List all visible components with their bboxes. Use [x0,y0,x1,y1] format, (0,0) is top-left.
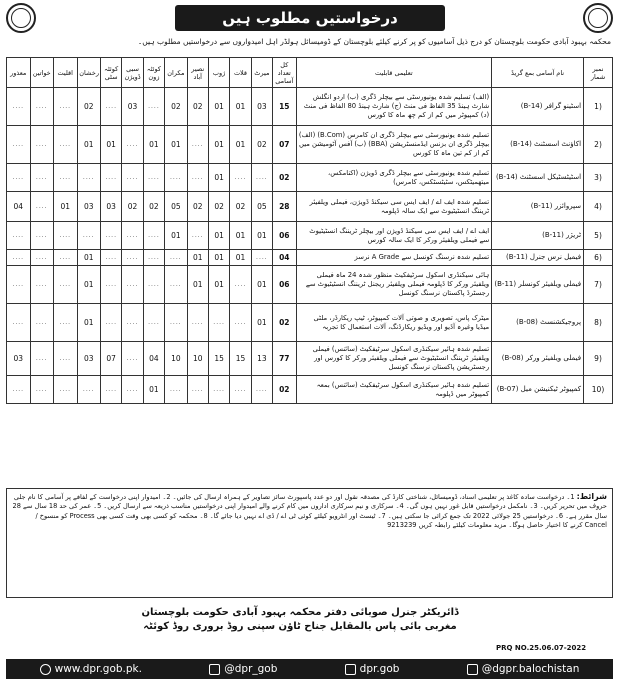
qualification-cell: ہائی سیکنڈری اسکول سرٹیفکیٹ منظور شدہ 24 ماہ فیملی ویلفیئر ورکر کا ڈپلومہ فیملی ویلفیئر ریجنل ٹریننگ انسٹیٹیوٹ سے رجسٹرڈ پاکستان نرسنگ کونسل [296,266,492,304]
empty-cell: .... [7,304,31,342]
table-row [7,304,613,342]
facebook-icon [467,664,478,675]
table-row [7,342,613,376]
instagram-icon [345,664,356,675]
total-posts-cell: 06 [273,266,297,304]
signature-line-1: ڈائریکٹر جنرل صوبائی دفتر محکمہ بہبود آبادی حکومت بلوچستان [141,607,459,618]
empty-cell: .... [77,376,101,404]
serial-cell: 4) [584,192,613,222]
empty-cell: .... [230,164,251,192]
empty-cell: .... [230,304,251,342]
empty-cell: .... [30,192,54,222]
empty-cell: .... [30,222,54,250]
quota-cell: 01 [143,126,164,164]
quota-cell: 01 [208,164,229,192]
quota-cell: 01 [208,266,229,304]
quota-cell: 01 [101,126,122,164]
quota-cell: 01 [187,266,208,304]
quota-cell: 03 [101,192,122,222]
prn-number: PRQ NO.25.06.07-2022 [496,644,587,652]
table-row [7,126,613,164]
quota-cell: 01 [230,250,251,266]
quota-cell: 02 [165,88,187,126]
conditions-section [6,488,613,598]
quota-cell: 03 [77,342,101,376]
signature-line-2: مغربی بائی پاس بالمقابل جناح ٹاؤن سپنی روڈ بروری روڈ کوئٹہ [143,621,457,632]
quota-cell: 03 [251,88,272,126]
empty-cell: .... [143,88,164,126]
quota-cell: 01 [230,126,251,164]
quota-cell: 03 [7,342,31,376]
empty-cell: .... [30,250,54,266]
empty-cell: .... [208,304,229,342]
empty-cell: .... [7,126,31,164]
vacancy-table [6,57,613,404]
quota-cell: 01 [251,304,272,342]
post-name-cell: فیمیل نرس جنرل (B-11) [492,250,584,266]
empty-cell: .... [165,304,187,342]
post-name-cell: فیملی ویلفیئر ورکر (B-08) [492,342,584,376]
empty-cell: .... [30,376,54,404]
empty-cell: .... [187,222,208,250]
empty-cell: .... [7,164,31,192]
empty-cell: .... [54,88,78,126]
footer-twitter[interactable]: @dpr_gob [209,663,277,675]
quota-cell: 01 [165,222,187,250]
empty-cell: .... [54,126,78,164]
quota-cell: 02 [230,192,251,222]
quota-cell: 13 [251,342,272,376]
table-row [7,376,613,404]
empty-cell: .... [101,88,122,126]
empty-cell: .... [165,266,187,304]
quota-cell: 01 [77,304,101,342]
empty-cell: .... [122,126,143,164]
quota-cell: 15 [208,342,229,376]
empty-cell: .... [101,304,122,342]
empty-cell: .... [122,376,143,404]
quota-cell: 01 [77,250,101,266]
empty-cell: .... [165,164,187,192]
empty-cell: .... [7,266,31,304]
empty-cell: .... [251,250,272,266]
quota-cell: 01 [77,266,101,304]
government-logo [6,3,36,33]
empty-cell: .... [54,266,78,304]
empty-cell: .... [143,164,164,192]
quota-cell: 01 [208,88,229,126]
quota-cell: 01 [165,126,187,164]
signature-block [120,606,480,634]
post-name-cell: فیملی ویلفیئر کونسلر (B-11) [492,266,584,304]
qualification-cell: تسلیم شدہ ہائیر سیکنڈری اسکول سرٹیفکیٹ (سائنس) بمعہ کمپیوٹر میں ڈپلومہ [296,376,492,404]
table-row [7,192,613,222]
quota-cell: 02 [208,192,229,222]
empty-cell: .... [30,126,54,164]
table-header-cell: کوئٹہ سٹی [101,58,122,88]
post-name-cell: اسٹینو گرافر (B-14) [492,88,584,126]
quota-cell: 05 [251,192,272,222]
table-header-cell: اقلیت [54,58,78,88]
quota-cell: 02 [251,126,272,164]
serial-cell: 2) [584,126,613,164]
serial-cell: 7) [584,266,613,304]
total-posts-cell: 02 [273,304,297,342]
footer-instagram[interactable]: dpr.gob [345,663,400,675]
quota-cell: 02 [122,192,143,222]
serial-cell: 6) [584,250,613,266]
empty-cell: .... [165,376,187,404]
empty-cell: .... [54,250,78,266]
table-header-cell: خواتین [30,58,54,88]
quota-cell: 01 [230,88,251,126]
quota-cell: 01 [230,222,251,250]
table-header-cell: نصیر آباد [187,58,208,88]
table-header-cell: نام آسامی بمع گریڈ [492,58,584,88]
qualification-cell: تسلیم شدہ ہائیر سیکنڈری اسکول سرٹیفکیٹ (سائنس) فیملی ویلفیئر ٹریننگ انسٹیٹیوٹ سے فیملی ویلفیئر ورکر کا کورس اور رجسٹریشن پاکستان نرسنگ کونسل [296,342,492,376]
empty-cell: .... [7,376,31,404]
globe-icon [40,664,51,675]
empty-cell: .... [101,164,122,192]
qualification-cell: تسلیم شدہ ایف اے / ایف ایس سی سیکنڈ ڈویژن، فیملی ویلفیئر ٹریننگ انسٹیٹیوٹ سے ایک سالہ ڈپلومہ [296,192,492,222]
table-row [7,222,613,250]
total-posts-cell: 07 [273,126,297,164]
conditions-heading: شرائط: [576,492,607,501]
table-header-row [7,58,613,88]
total-posts-cell: 77 [273,342,297,376]
empty-cell: .... [187,304,208,342]
total-posts-cell: 15 [273,88,297,126]
serial-cell: 8) [584,304,613,342]
empty-cell: .... [251,376,272,404]
table-header-cell: رخشان [77,58,101,88]
quota-cell: 01 [77,126,101,164]
quota-cell: 01 [208,250,229,266]
empty-cell: .... [122,266,143,304]
table-row [7,250,613,266]
quota-cell: 10 [165,342,187,376]
quota-cell: 03 [77,192,101,222]
quota-cell: 05 [165,192,187,222]
quota-cell: 02 [187,88,208,126]
empty-cell: .... [77,222,101,250]
empty-cell: .... [230,266,251,304]
empty-cell: .... [77,164,101,192]
total-posts-cell: 06 [273,222,297,250]
table-header-cell: کل تعداد آسامی [273,58,297,88]
empty-cell: .... [54,164,78,192]
table-header-cell: تعلیمی قابلیت [296,58,492,88]
total-posts-cell: 02 [273,376,297,404]
total-posts-cell: 28 [273,192,297,222]
empty-cell: .... [122,222,143,250]
table-header-cell: کوئٹہ زون [143,58,164,88]
empty-cell: .... [7,88,31,126]
intro-text: محکمہ بہبود آبادی حکومت بلوچستان کو درج ذیل آسامیوں کو پر کرنے کیلئے بلوچستان کے ڈومیسائل ہولڈر اہل امیدواروں سے درخواستیں مطلوب ہیں۔ [137,37,611,46]
empty-cell: .... [165,250,187,266]
empty-cell: .... [54,222,78,250]
qualification-cell: تسلیم شدہ یونیورسٹی سے بیچلر ڈگری ان کامرس (B.Com) (الف) بیچلر ڈگری ان بزنس ایڈمنسٹریشن (BBA) (ب) آفس آٹومیشن میں کم از کم تین ماہ کا کورس [296,126,492,164]
quota-cell: 02 [143,192,164,222]
empty-cell: .... [30,342,54,376]
qualification-cell: ایف اے / ایف ایس سی سیکنڈ ڈویژن اور بیچلر ٹریننگ انسٹیٹیوٹ سے فیملی ویلفیئر ورکر کا ایک سالہ کورس [296,222,492,250]
table-header-cell: قلات [230,58,251,88]
total-posts-cell: 02 [273,164,297,192]
serial-cell: 3) [584,164,613,192]
empty-cell: .... [143,304,164,342]
table-header-cell: ژوب [208,58,229,88]
footer-facebook[interactable]: @dgpr.balochistan [467,663,580,675]
twitter-icon [209,664,220,675]
quota-cell: 02 [187,192,208,222]
empty-cell: .... [30,304,54,342]
table-row [7,266,613,304]
table-row [7,88,613,126]
table-header-cell: مکران [165,58,187,88]
table-header-cell: نمبر شمار [584,58,613,88]
quota-cell: 01 [143,376,164,404]
quota-cell: 02 [77,88,101,126]
empty-cell: .... [143,266,164,304]
post-name-cell: پروجیکشنسٹ (B-08) [492,304,584,342]
empty-cell: .... [122,304,143,342]
page-title: درخواستیں مطلوب ہیں [175,5,445,31]
empty-cell: .... [122,342,143,376]
table-header-cell: میرٹ [251,58,272,88]
quota-cell: 01 [251,222,272,250]
empty-cell: .... [208,376,229,404]
quota-cell: 04 [7,192,31,222]
empty-cell: .... [187,126,208,164]
quota-cell: 15 [230,342,251,376]
empty-cell: .... [101,222,122,250]
serial-cell: 9) [584,342,613,376]
post-name-cell: اکاؤنٹ اسسٹنٹ (B-14) [492,126,584,164]
quota-cell: 01 [187,250,208,266]
quota-cell: 01 [208,126,229,164]
conditions-text: 1۔ درخواست سادہ کاغذ پر تعلیمی اسناد، ڈومیسائل، شناختی کارڈ کی مصدقہ نقول اور دو عدد پاسپورٹ سائز تصاویر کے ہمراہ ارسال کی جائیں۔ 2۔ امیدوار اپنی درخواست کے لفافے پر آسامی کا نام جلی حروف میں تحریر کریں۔ 3۔ نامکمل درخواستیں قابل غور نہیں ہوں گی۔ 4۔ سرکاری و نیم سرکاری اداروں میں کام کرنے والے امیدوار اپنی درخواستیں مناسب ذریعہ سے ارسال کریں۔ 5۔ عمر کی حد 18 سال سے 28 سال مقرر ہے۔ 6۔ درخواستیں 25 جولائی 2022 تک جمع کرائی جا سکتی ہیں۔ 7۔ ٹیسٹ اور انٹرویو کیلئے کوئی ٹی اے / ڈی اے نہیں دیا جائے گا۔ 8۔ محکمہ کو کسی بھی وقت کسی بھی Process کو منسوخ / Cancel کرنے کا اختیار حاصل ہوگا۔ مزید معلومات کیلئے رابطہ کریں 9213239 [12,493,607,529]
empty-cell: .... [7,222,31,250]
empty-cell: .... [187,164,208,192]
quota-cell: 01 [251,266,272,304]
empty-cell: .... [30,266,54,304]
qualification-cell: تسلیم شدہ یونیورسٹی سے بیچلر ڈگری ڈویژن (اکنامکس، میتھمیٹکس، سٹیٹسٹکس، کامرس) [296,164,492,192]
quota-cell: 03 [122,88,143,126]
serial-cell: 1) [584,88,613,126]
empty-cell: .... [122,164,143,192]
department-logo [583,3,613,33]
post-name-cell: کمپیوٹر ٹیکنیشن میل (B-07) [492,376,584,404]
total-posts-cell: 04 [273,250,297,266]
qualification-cell: (الف) تسلیم شدہ یونیورسٹی سے بیچلر ڈگری (ب) اردو انگلش شارٹ ہینڈ 35 الفاظ فی منٹ (ج) شارٹ ہینڈ 80 الفاظ فی منٹ (د) کمپیوٹر میں کم از کم چھ ماہ کا کورس [296,88,492,126]
table-header-cell: معذور [7,58,31,88]
qualification-cell: تسلیم شدہ نرسنگ کونسل سے A Grade نرسز [296,250,492,266]
qualification-cell: میٹرک پاس، تصویری و صوتی آلات کمپیوٹر، ٹیپ ریکارڈر، ملٹی میڈیا وغیرہ آڈیو اور ویڈیو ریکارڈنگ، آلات استعمال کا تجربہ [296,304,492,342]
empty-cell: .... [54,304,78,342]
serial-cell: 5) [584,222,613,250]
quota-cell: 04 [143,342,164,376]
empty-cell: .... [143,250,164,266]
post-name-cell: اسٹیٹسٹیکل اسسٹنٹ (B-14) [492,164,584,192]
quota-cell: 10 [187,342,208,376]
post-name-cell: سپروائزر (B-11) [492,192,584,222]
quota-cell: 01 [54,192,78,222]
empty-cell: .... [7,250,31,266]
post-name-cell: ٹریژر (B-11) [492,222,584,250]
empty-cell: .... [187,376,208,404]
quota-cell: 07 [101,342,122,376]
empty-cell: .... [30,88,54,126]
empty-cell: .... [122,250,143,266]
empty-cell: .... [30,164,54,192]
empty-cell: .... [54,376,78,404]
table-header-cell: سبی ڈویژن [122,58,143,88]
empty-cell: .... [251,164,272,192]
footer-website[interactable]: www.dpr.gob.pk. [40,663,142,675]
footer-bar [6,659,613,679]
empty-cell: .... [230,376,251,404]
quota-cell: 01 [208,222,229,250]
empty-cell: .... [101,250,122,266]
empty-cell: .... [101,376,122,404]
empty-cell: .... [143,222,164,250]
empty-cell: .... [101,266,122,304]
table-row [7,164,613,192]
empty-cell: .... [54,342,78,376]
serial-cell: 10) [584,376,613,404]
